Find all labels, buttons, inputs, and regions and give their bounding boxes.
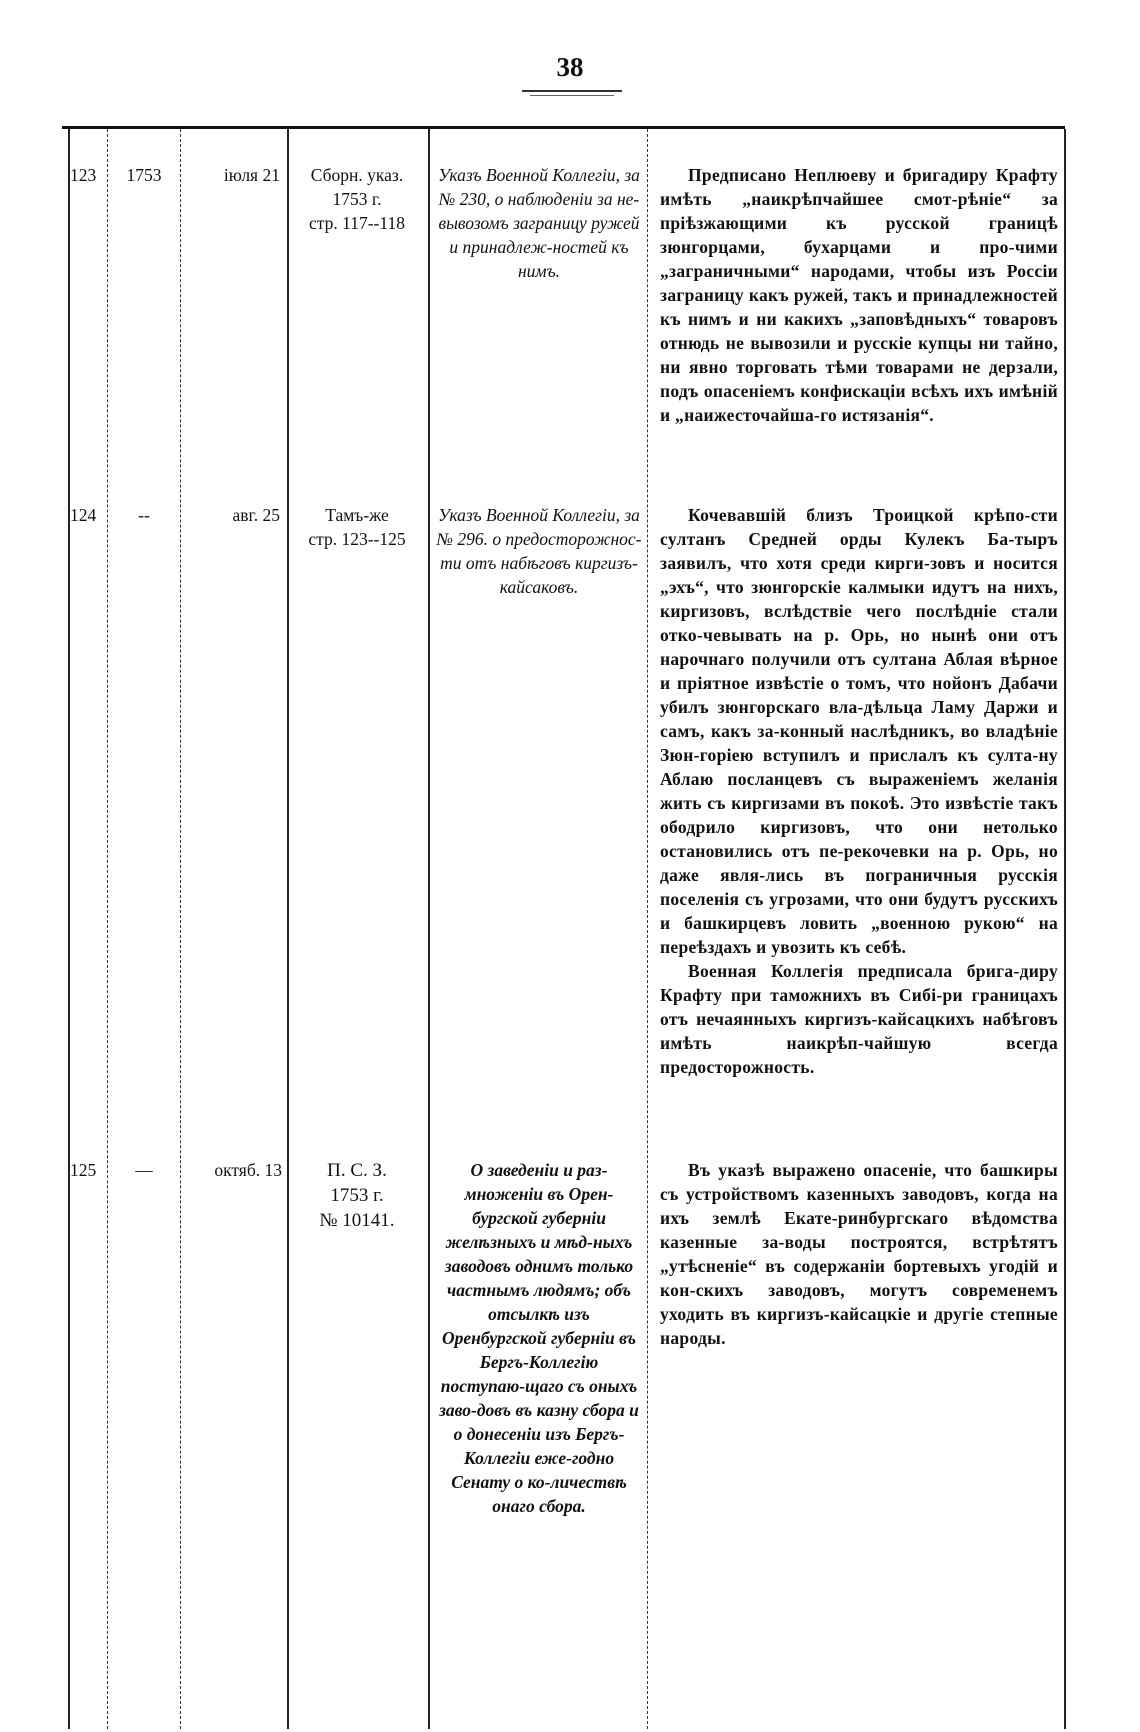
column-divider xyxy=(428,129,430,1729)
row-source xyxy=(288,1158,426,1233)
row-year: 1753 xyxy=(126,165,162,185)
row-year: — xyxy=(135,1160,153,1180)
content-paragraph: Предписано Неплюеву и бригадиру Крафту имѣть „наикрѣпчайшее смот-рѣніе“ за пріѣзжающими къ русской границѣ зюнгорцами, бухарцами и про-чими „заграничными“ народами, чтобы изъ Россіи заграницу какъ ружей, такъ и принадлежностей къ нимъ и ни какихъ „заповѣдныхъ“ товаровъ отнюдь не вывозили и русскіе купцы ни тайно, ни явно торговать тѣми товарами не дерзали, подъ опасеніемъ конфискаціи всѣхъ ихъ имѣній и „наижесточайша-го истязанія“. xyxy=(660,165,1058,425)
source-line: № 10141. xyxy=(319,1210,395,1231)
column-divider xyxy=(287,129,289,1729)
page-number-rule xyxy=(522,90,622,92)
row-date: авг. 25 xyxy=(232,505,280,525)
row-content xyxy=(660,163,1058,427)
source-line: 1753 г. xyxy=(332,189,382,209)
page-number: 38 xyxy=(556,52,584,82)
source-line: стр. 117--118 xyxy=(309,213,405,233)
table-right-border xyxy=(1064,129,1066,1729)
table-left-border xyxy=(68,129,70,1729)
row-date: октяб. 13 xyxy=(214,1160,282,1180)
row-number: 124 xyxy=(70,505,97,525)
content-paragraph: Военная Коллегія предписала брига-диру Крафту при таможнихъ въ Сибі-ри границахъ отъ нечаянныхъ киргизъ-кайсацкихъ набѣговъ имѣть наикрѣп-чайшую всегда предосторожность. xyxy=(660,961,1058,1077)
table-top-rule xyxy=(62,126,1065,129)
row-number: 125 xyxy=(70,1160,97,1180)
page-number-rule xyxy=(530,95,614,96)
row-year: -- xyxy=(138,505,150,525)
column-divider xyxy=(107,129,108,1729)
row-source xyxy=(288,503,426,551)
source-line: 1753 г. xyxy=(330,1185,384,1206)
content-paragraph: Въ указѣ выражено опасеніе, что башкиры съ устройствомъ казенныхъ заводовъ, когда на ихъ землѣ Екате-ринбургскаго вѣдомства казенные за-воды построятся, встрѣтятъ „утѣсненіе“ въ содержаніи бортевыхъ угодій и кон-скихъ заводовъ, могутъ современемъ уходить въ киргизъ-кайсацкіе и другіе степные народы. xyxy=(660,1160,1058,1348)
source-line: стр. 123--125 xyxy=(308,529,406,549)
row-number: 123 xyxy=(70,165,97,185)
source-line: П. С. З. xyxy=(327,1160,387,1181)
row-date: іюля 21 xyxy=(223,165,280,185)
source-line: Тамъ-же xyxy=(325,505,389,525)
row-title: О заведеніи и раз-множеніи въ Орен-бургской губерніи желѣзныхъ и мѣд-ныхъ заводовъ однимъ только частнымъ людямъ; объ отсылкѣ изъ Оренбургской губерніи въ Бергъ-Коллегію поступаю-щаго съ оныхъ заво-довъ въ казну сбора и о донесеніи изъ Бергъ-Коллегіи еже-годно Сенату о ко-личествѣ онаго сбора. xyxy=(439,1160,639,1516)
column-divider xyxy=(180,129,181,1729)
content-paragraph: Кочевавшій близъ Троицкой крѣпо-сти султанъ Средней орды Кулекъ Ба-тыръ заявилъ, что хотя среди кирги-зовъ и носится „эхъ“, что зюнгорскіе калмыки идутъ на нихъ, киргизовъ, вслѣдствіе чего послѣдніе стали отко-чевывать на р. Орь, но нынѣ они отъ нарочнаго получили отъ султана Аблая вѣрное и пріятное извѣстіе о томъ, что нойонъ Дабачи убилъ зюнгорскаго вла-дѣльца Ламу Даржи и самъ, какъ за-конный наслѣдникъ, во владѣніе Зюн-горіею вступилъ и прислалъ къ султа-ну Аблаю посланцевъ съ выраженіемъ желанія жить съ киргизами въ покоѣ. Это извѣстіе такъ ободрило киргизовъ, что они нетолько остановились отъ пе-рекочевки на р. Орь, но даже явля-лись въ пограничныя русскія поселенія съ угрозами, что они будутъ русскихъ и башкирцевъ ловить „военною рукою“ на переѣздахъ и увозить къ себѣ. xyxy=(660,505,1058,957)
row-content xyxy=(660,1158,1058,1350)
row-content xyxy=(660,503,1058,1079)
row-title: Указъ Военной Коллегіи, за № 230, о наблюденіи за не-вывозомъ заграницу ружей и принадлеж-ностей къ нимъ. xyxy=(438,165,640,281)
row-title: Указъ Военной Коллегіи, за № 296. о предосторожнос-ти отъ набѣговъ киргизъ-кайсаковъ. xyxy=(436,505,642,597)
column-divider xyxy=(647,129,648,1729)
source-line: Сборн. указ. xyxy=(310,165,404,185)
row-source xyxy=(288,163,426,235)
